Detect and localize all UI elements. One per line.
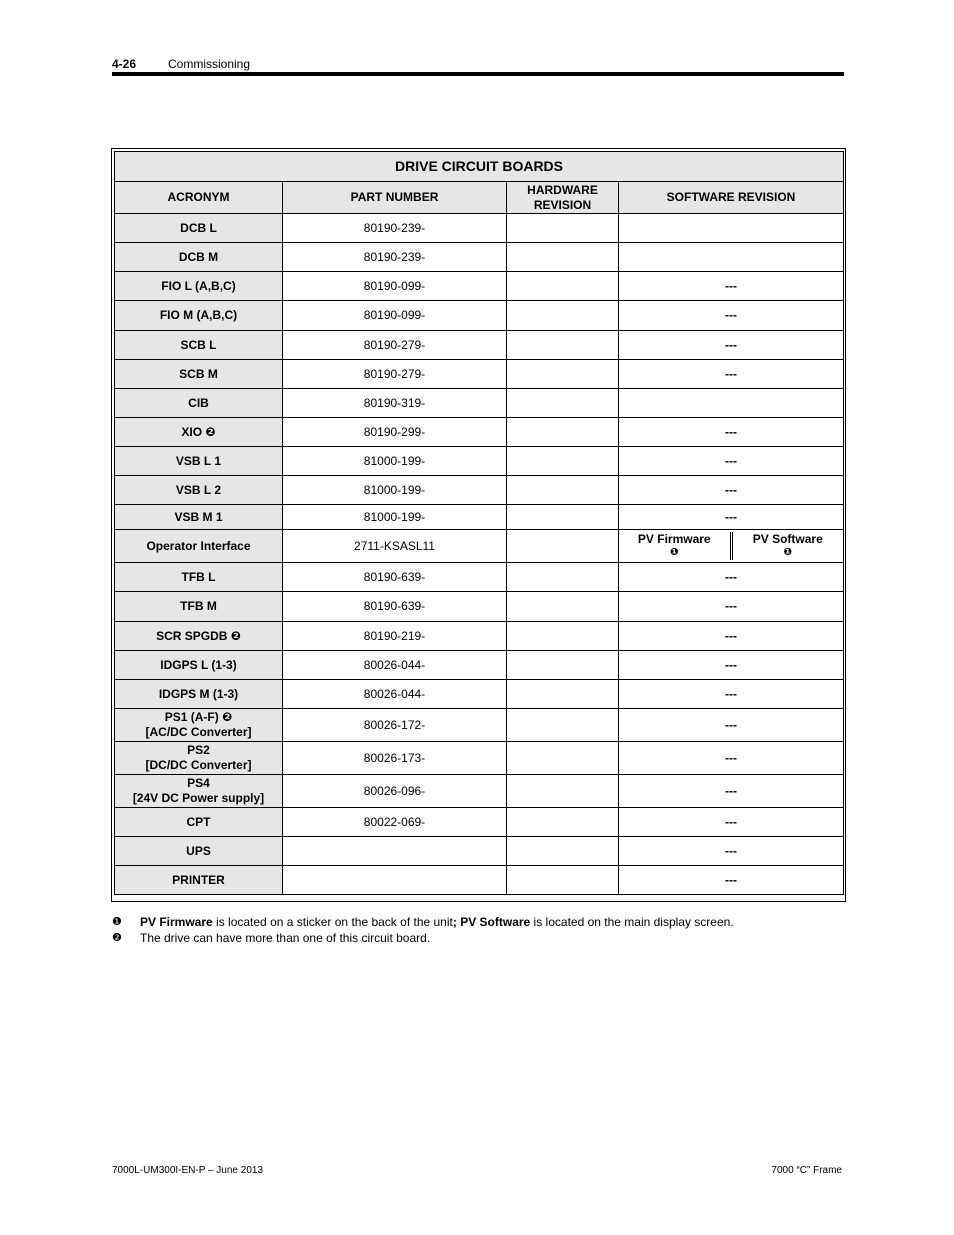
footnote-marker: ❶ bbox=[112, 916, 122, 928]
table-row bbox=[115, 272, 844, 301]
cell-acronym: IDGPS L (1-3) bbox=[115, 651, 283, 680]
pv-software-cell: PV Software ❶ bbox=[730, 532, 844, 560]
footnote-marker: ❷ bbox=[112, 932, 122, 944]
column-header-acronym: ACRONYM bbox=[115, 182, 283, 214]
cell-part-number: 80190-099- bbox=[283, 272, 507, 301]
cell-acronym: PS4 [24V DC Power supply] bbox=[115, 775, 283, 808]
table-row bbox=[115, 742, 844, 775]
cell-software-revision: --- bbox=[619, 775, 844, 808]
cell-acronym: FIO L (A,B,C) bbox=[115, 272, 283, 301]
cell-hardware-revision bbox=[507, 331, 619, 360]
cell-hardware-revision bbox=[507, 447, 619, 476]
cell-hardware-revision bbox=[507, 563, 619, 592]
footer-product: 7000 “C” Frame bbox=[771, 1165, 842, 1176]
cell-acronym: SCB M bbox=[115, 360, 283, 389]
cell-hardware-revision bbox=[507, 301, 619, 331]
table-row bbox=[115, 622, 844, 651]
cell-acronym: FIO M (A,B,C) bbox=[115, 301, 283, 331]
cell-part-number bbox=[283, 866, 507, 895]
software-revision-split bbox=[619, 532, 843, 560]
table-row bbox=[115, 837, 844, 866]
cell-hardware-revision bbox=[507, 680, 619, 709]
cell-part-number: 80026-044- bbox=[283, 680, 507, 709]
header-rule bbox=[112, 72, 844, 76]
cell-acronym: PS2 [DC/DC Converter] bbox=[115, 742, 283, 775]
cell-part-number: 80190-239- bbox=[283, 214, 507, 243]
table-row bbox=[115, 389, 844, 418]
cell-acronym: DCB L bbox=[115, 214, 283, 243]
cell-software-revision: --- bbox=[619, 837, 844, 866]
cell-part-number: 80026-044- bbox=[283, 651, 507, 680]
cell-part-number: 80190-099- bbox=[283, 301, 507, 331]
cell-part-number: 80190-319- bbox=[283, 389, 507, 418]
circuit-boards-table bbox=[114, 151, 844, 895]
footnote-1: ❶ PV Firmware is located on a sticker on the back of the unit; PV Software is located on the main display screen. bbox=[112, 915, 734, 929]
table-body bbox=[115, 214, 844, 895]
column-header-part-number: PART NUMBER bbox=[283, 182, 507, 214]
cell-part-number: 81000-199- bbox=[283, 447, 507, 476]
table-title: DRIVE CIRCUIT BOARDS bbox=[115, 152, 844, 182]
cell-software-revision: --- bbox=[619, 476, 844, 505]
cell-hardware-revision bbox=[507, 360, 619, 389]
table-row bbox=[115, 418, 844, 447]
table-row bbox=[115, 680, 844, 709]
cell-hardware-revision bbox=[507, 808, 619, 837]
cell-hardware-revision bbox=[507, 837, 619, 866]
cell-acronym: VSB M 1 bbox=[115, 505, 283, 530]
cell-software-revision: --- bbox=[619, 742, 844, 775]
table-row bbox=[115, 530, 844, 563]
cell-part-number: 80190-279- bbox=[283, 360, 507, 389]
cell-software-revision bbox=[619, 389, 844, 418]
cell-acronym: TFB M bbox=[115, 592, 283, 622]
cell-part-number: 80190-299- bbox=[283, 418, 507, 447]
table-title-row bbox=[115, 152, 844, 182]
cell-acronym: IDGPS M (1-3) bbox=[115, 680, 283, 709]
cell-software-revision: --- bbox=[619, 808, 844, 837]
cell-part-number: 80190-279- bbox=[283, 331, 507, 360]
cell-software-revision bbox=[619, 214, 844, 243]
table-row bbox=[115, 360, 844, 389]
cell-hardware-revision bbox=[507, 709, 619, 742]
cell-software-revision: --- bbox=[619, 651, 844, 680]
table-row bbox=[115, 563, 844, 592]
cell-software-revision: --- bbox=[619, 866, 844, 895]
table-row bbox=[115, 709, 844, 742]
table-row bbox=[115, 651, 844, 680]
cell-software-revision: --- bbox=[619, 592, 844, 622]
cell-acronym: UPS bbox=[115, 837, 283, 866]
cell-part-number: 80190-639- bbox=[283, 592, 507, 622]
cell-acronym: SCB L bbox=[115, 331, 283, 360]
cell-part-number: 80026-096- bbox=[283, 775, 507, 808]
cell-hardware-revision bbox=[507, 243, 619, 272]
footnote-marker: ❶ bbox=[670, 547, 679, 558]
cell-hardware-revision bbox=[507, 272, 619, 301]
cell-part-number: 81000-199- bbox=[283, 505, 507, 530]
table-row bbox=[115, 592, 844, 622]
column-header-hardware-revision: HARDWARE REVISION bbox=[507, 182, 619, 214]
cell-part-number: 80190-639- bbox=[283, 563, 507, 592]
cell-hardware-revision bbox=[507, 651, 619, 680]
cell-acronym: PS1 (A-F) ❷ [AC/DC Converter] bbox=[115, 709, 283, 742]
cell-part-number bbox=[283, 837, 507, 866]
cell-part-number: 80022-069- bbox=[283, 808, 507, 837]
cell-software-revision: --- bbox=[619, 622, 844, 651]
cell-hardware-revision bbox=[507, 214, 619, 243]
cell-acronym: SCR SPGDB ❷ bbox=[115, 622, 283, 651]
table-row bbox=[115, 476, 844, 505]
cell-software-revision: --- bbox=[619, 360, 844, 389]
cell-software-revision: --- bbox=[619, 680, 844, 709]
cell-software-revision: --- bbox=[619, 301, 844, 331]
cell-part-number: 80190-239- bbox=[283, 243, 507, 272]
cell-hardware-revision bbox=[507, 742, 619, 775]
cell-hardware-revision bbox=[507, 530, 619, 563]
footnote-2: ❷ The drive can have more than one of this circuit board. bbox=[112, 931, 431, 945]
table-row bbox=[115, 214, 844, 243]
table-row bbox=[115, 866, 844, 895]
cell-part-number: 2711-KSASL11 bbox=[283, 530, 507, 563]
column-header-software-revision: SOFTWARE REVISION bbox=[619, 182, 844, 214]
cell-software-revision: --- bbox=[619, 447, 844, 476]
cell-software-revision bbox=[619, 243, 844, 272]
cell-software-revision bbox=[619, 530, 844, 563]
cell-hardware-revision bbox=[507, 389, 619, 418]
footer-document-id: 7000L-UM300I-EN-P – June 2013 bbox=[112, 1165, 264, 1176]
cell-part-number: 80026-172- bbox=[283, 709, 507, 742]
cell-software-revision: --- bbox=[619, 272, 844, 301]
table-row bbox=[115, 447, 844, 476]
footnote-marker: ❶ bbox=[783, 547, 792, 558]
cell-hardware-revision bbox=[507, 592, 619, 622]
cell-acronym: VSB L 2 bbox=[115, 476, 283, 505]
cell-part-number: 80190-219- bbox=[283, 622, 507, 651]
cell-acronym: Operator Interface bbox=[115, 530, 283, 563]
table-row bbox=[115, 243, 844, 272]
cell-software-revision: --- bbox=[619, 709, 844, 742]
cell-acronym: TFB L bbox=[115, 563, 283, 592]
circuit-boards-table-frame bbox=[111, 148, 846, 902]
table-row bbox=[115, 301, 844, 331]
cell-hardware-revision bbox=[507, 866, 619, 895]
cell-acronym: PRINTER bbox=[115, 866, 283, 895]
table-row bbox=[115, 331, 844, 360]
pv-firmware-cell: PV Firmware ❶ bbox=[637, 532, 711, 558]
cell-software-revision: --- bbox=[619, 418, 844, 447]
cell-acronym: DCB M bbox=[115, 243, 283, 272]
cell-software-revision: --- bbox=[619, 331, 844, 360]
cell-acronym: CPT bbox=[115, 808, 283, 837]
cell-software-revision: --- bbox=[619, 563, 844, 592]
cell-hardware-revision bbox=[507, 418, 619, 447]
table-header-row bbox=[115, 182, 844, 214]
cell-hardware-revision bbox=[507, 476, 619, 505]
cell-acronym: XIO ❷ bbox=[115, 418, 283, 447]
cell-part-number: 81000-199- bbox=[283, 476, 507, 505]
cell-part-number: 80026-173- bbox=[283, 742, 507, 775]
page-number: 4-26 bbox=[112, 57, 137, 71]
cell-software-revision: --- bbox=[619, 505, 844, 530]
cell-hardware-revision bbox=[507, 622, 619, 651]
cell-acronym: CIB bbox=[115, 389, 283, 418]
cell-hardware-revision bbox=[507, 505, 619, 530]
section-title: Commissioning bbox=[168, 57, 251, 71]
table-row bbox=[115, 808, 844, 837]
table-row bbox=[115, 505, 844, 530]
footnotes bbox=[112, 914, 844, 946]
page-header bbox=[112, 56, 844, 76]
cell-acronym: VSB L 1 bbox=[115, 447, 283, 476]
table-row bbox=[115, 775, 844, 808]
cell-hardware-revision bbox=[507, 775, 619, 808]
